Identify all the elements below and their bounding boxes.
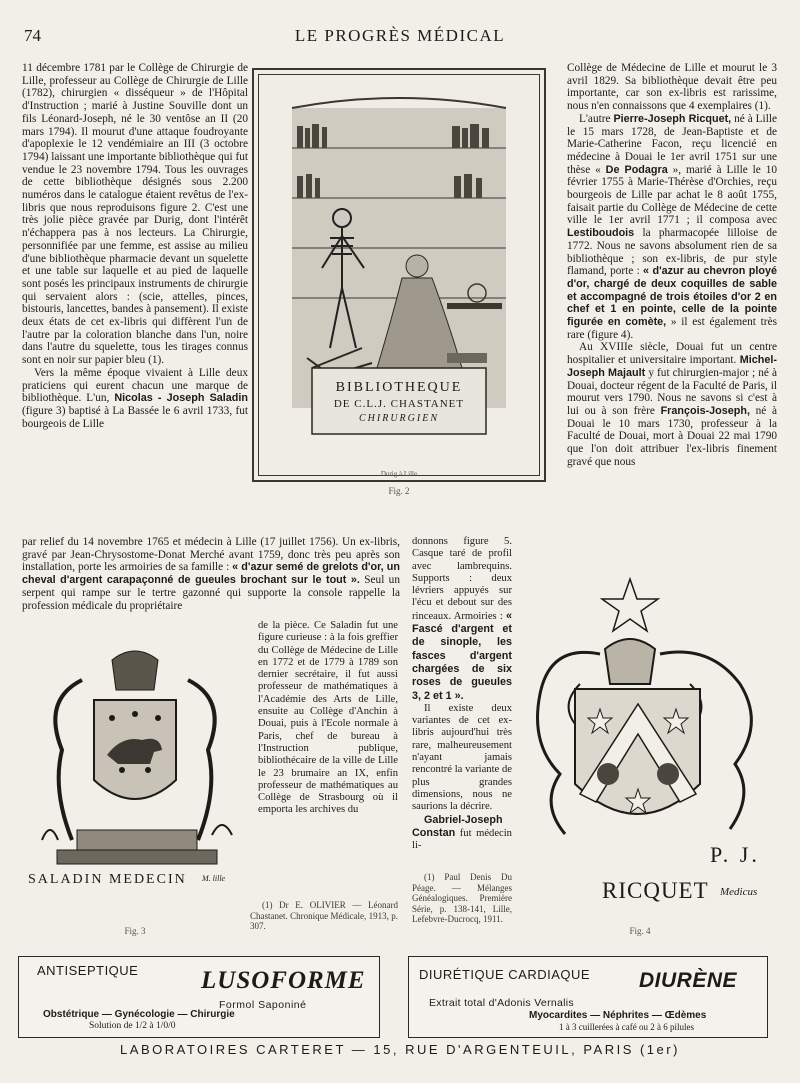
ad-uses: Obstétrique — Gynécologie — Chirurgie — [43, 1009, 235, 1020]
figure-4-ex-libris — [520, 574, 780, 914]
text: Seul un serpent qui rampe sur le tertre gazonné qui supporte la console rappelle la profession médicale du propriétaire — [22, 574, 400, 612]
ricquet-initials: P. J. — [710, 842, 760, 867]
column-left — [22, 62, 248, 430]
text: la pharmacopée lilloise de 1772. Nous ne savons absolument rien de sa bibliothèque ; son ex-libris, de pur style flamand, porte : — [567, 227, 777, 278]
text: né à Douai le 10 mars 1730, professeur à la Faculté de Douai, mort à Douai 22 mai 1790 que l'on doit attribuer l'ex-libris finement gravé que nous — [567, 404, 777, 468]
plate-subtitle: CHIRURGIEN — [359, 413, 439, 424]
text: né à Lille le 15 mars 1728, de Jean-Baptiste et de Marie-Catherine Facon, reçu licencié en médecine à Douai le 1er avril 1751 sur une thèse « — [567, 112, 777, 176]
text: y fut chirurgien-major ; né à Douai, docteur régent de la Faculté de Paris, il mourut vers 1790. Nous ne savons si c'est à lui ou à son frère — [567, 366, 778, 417]
ad-category: ANTISEPTIQUE — [37, 963, 139, 978]
plate-title: BIBLIOTHEQUE — [335, 380, 463, 395]
ad-subtitle: Formol Saponiné — [219, 999, 307, 1011]
thesis-title: De Podagra — [605, 163, 668, 176]
paragraph — [567, 113, 777, 342]
ad-subtitle: Extrait total d'Adonis Vernalis — [429, 997, 574, 1009]
column-right — [567, 62, 777, 469]
page-number: 74 — [24, 26, 41, 45]
ricquet-coat-of-arms-illustration — [520, 574, 780, 874]
paragraph — [22, 367, 248, 431]
plate-name: DE C.L.J. CHASTANET — [333, 398, 465, 410]
paragraph — [567, 341, 777, 468]
text: », marié à Lille le 10 février 1755 à Marie-Thérèse d'Orchies, reçu bourgeois de Lille par achat le 8 août 1755, faisait partie du Collège de Médecine de cette ville le 1er avril 1771 ; il composa avec — [567, 163, 778, 227]
person-name: Lestiboudois — [567, 227, 635, 240]
text: par relief du 14 novembre 1765 et médecin à Lille (17 juillet 1756). Un ex-libris, gravé par Jean-Chrysostome-Donat Merché avant 1759, donc très peu après son installation, porte les armoiries de sa famille : — [22, 536, 400, 574]
text: fut médecin li- — [412, 827, 512, 852]
figure-2-ex-libris — [252, 68, 546, 482]
ad-category: DIURÉTIQUE CARDIAQUE — [419, 967, 591, 982]
ad-brand: DIURÈNE — [639, 969, 738, 992]
column-middle — [258, 620, 398, 817]
ad-footer: LABORATOIRES CARTERET — 15, RUE D'ARGENTEUIL, PARIS (1er) — [120, 1042, 680, 1057]
person-name: Gabriel-Joseph Constan — [412, 813, 503, 839]
heraldic-description: « Fascé d'argent et de sinople, les fasces d'argent chargées de six roses de gueules 3, 2 et 1 ». — [412, 609, 512, 702]
paragraph: Collège de Médecine de Lille et mourut le 3 avril 1829. Sa bibliothèque devait être peu importante, car son ex-libris est rarissime, nous n'en connaissons que 4 exemplaires (1). — [567, 62, 777, 113]
ricquet-inscription: RICQUET — [602, 878, 709, 903]
text: (figure 3) baptisé à La Bassée le 6 avril 1733, fut bourgeois de Lille — [22, 404, 248, 430]
footnote-denis — [412, 872, 512, 925]
person-name: Nicolas - Joseph Saladin — [114, 392, 248, 405]
column-narrow — [412, 536, 512, 852]
person-name: Pierre-Joseph Ricquet, — [613, 112, 732, 125]
ad-dosage: Solution de 1/2 à 1/0/0 — [89, 1021, 176, 1031]
ad-diurene — [408, 956, 768, 1038]
person-name: Michel-Joseph Majault — [567, 354, 777, 379]
ricquet-inscription-suffix: Medicus — [720, 886, 758, 898]
paragraph — [412, 814, 512, 853]
paragraph: de la pièce. Ce Saladin fut une figure curieuse : à la fois greffier du Collège de Médecine de Lille en 1772 et de 1779 à 1789 son dernier secrétaire, il fut aussi professeur de mathématiques à l'Académie des Arts de Lille, ensuite au Collège d'Anchin à Douai, puis à l'Ecole normale à Paris, chef de bureau à l'Instruction publique, bibliothécaire de la ville de Lille le 23 brumaire an IX, enfin professeur de mathématiques au Collège de Strasbourg où il emporta les archives du — [258, 620, 398, 816]
text: Vers la même époque vivaient à Lille deux praticiens qui eurent chacun une marque de bibliothèque. L'un, — [22, 366, 248, 405]
footnote: (1) Paul Denis Du Péage. — Mélanges Généalogiques. Première Série, p. 138-141, Lille, Lefebvre-Ducrocq, 1911. — [412, 872, 512, 924]
wide-text-block — [22, 536, 400, 612]
figure-2-caption: Fig. 2 — [388, 486, 410, 496]
heraldic-description: « d'azur semé de grelots d'or, un cheval d'argent carapaçonné de gueules brochant sur le tout ». — [22, 561, 400, 587]
paragraph: 11 décembre 1781 par le Collège de Chirurgie de Lille, professeur au Collège de Chirurgie de Lille (1782), chirurgien « disséqueur » de l'Hôpital d'Instruction ; marié à Justine Souville dont un fils Léonard-Joseph, né le 30 ventôse an II (20 mars 1794). Il mourut d'une attaque foudroyante d'apoplexie le 12 vendémiaire an III (3 octobre 1794) laissant une importante bibliothèque qui fut vendue le 23 novembre 1794. Tous les ouvrages de cette bibliothèque désignés sous 2.200 numéros dans le catalogue étaient revêtus de l'ex-libris que nous reproduisons figure 2. C'est une très jolie pièce gravée par Durig, dont l'intérêt n'échappera pas à nos lecteurs. La Chirurgie, personnifiée par une femme, est assise au milieu d'une bibliothèque pharmacie devant un squelette et une table sur laquelle et au pied de laquelle sont posés les principaux instruments de chirurgie qui servaient alors : (scie, attelles, pinces, bistouris, lancettes, bandes à pansement). Il existe deux états de cet ex-libris qui diffèrent l'un de l'autre par la coloration blanche dans l'un, noire dans l'autre du squelette, tous les tirages connus sont en noir sur papier bleu (1). — [22, 62, 248, 367]
saladin-inscription: SALADIN MEDECIN — [28, 872, 187, 887]
saladin-coat-of-arms-illustration — [22, 640, 248, 896]
ad-dosage: 1 à 3 cuillerées à café ou 2 à 6 pilules — [559, 1022, 694, 1032]
heraldic-description: « d'azur au chevron ployé d'or, chargé de deux coquilles de sable et accompagné de trois étoiles d'or 2 en chef et 1 en pointe, celle de la pointe figurée en comète, — [567, 265, 778, 329]
figure-3-caption: Fig. 3 — [124, 926, 146, 936]
paragraph — [22, 536, 400, 612]
engraver-signature: M. lille — [202, 874, 226, 883]
paragraph — [412, 536, 512, 703]
running-title: LE PROGRÈS MÉDICAL — [294, 26, 506, 45]
engraver-credit: Durig à Lille — [380, 470, 418, 478]
paragraph: Il existe deux variantes de cet ex-libris aujourd'hui très rare, malheureusement n'ayant jamais rencontré la variante de plus grandes dimensions, nous ne saurions la décrire. — [412, 702, 512, 813]
ad-uses: Myocardites — Néphrites — Œdèmes — [529, 1010, 707, 1021]
person-name: François-Joseph, — [660, 404, 750, 417]
footnote: (1) Dr E. OLIVIER — Léonard Chastanet. Chronique Médicale, 1913, p. 307. — [250, 900, 398, 931]
figure-4-caption: Fig. 4 — [629, 926, 651, 936]
text: L'autre — [579, 112, 611, 125]
footnote-olivier — [250, 900, 398, 932]
text: » il est également très rare (figure 4). — [567, 316, 777, 341]
figure-3-ex-libris — [22, 640, 248, 896]
text: Au XVIIIe siècle, Douai fut un centre hospitalier et universitaire important. — [567, 341, 777, 367]
ad-lusoforme — [18, 956, 380, 1038]
ad-brand: LUSOFORME — [201, 967, 366, 994]
text: donnons figure 5. Casque taré de profil avec lambrequins. Supports : deux lévriers appuyés sur l'écu et debout sur des rinceaux. Armoiries : — [412, 536, 512, 622]
